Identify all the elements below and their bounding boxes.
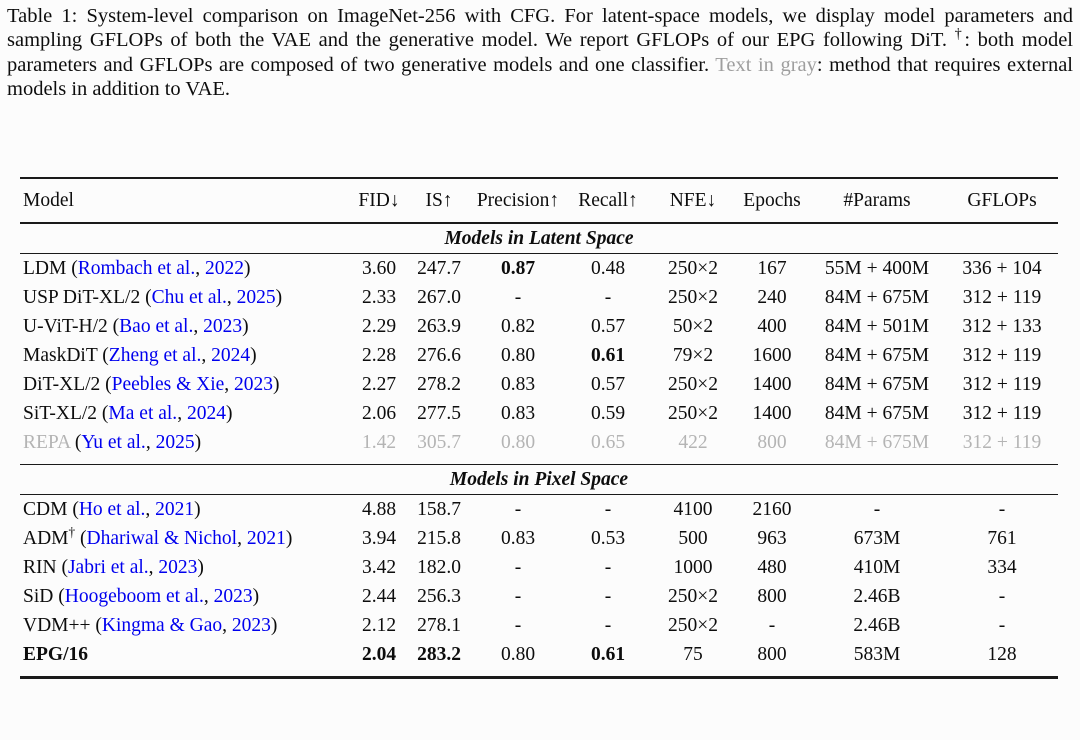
value-cell: 400: [757, 315, 787, 337]
model-name: U-ViT-H/2: [23, 315, 108, 337]
citation-year-link[interactable]: 2024: [211, 344, 251, 366]
value-cell: 0.57: [590, 373, 626, 395]
value-cell: 84M + 675M: [824, 431, 930, 453]
value-cell: -: [514, 614, 522, 636]
citation-link[interactable]: Hoogeboom et al.: [64, 585, 204, 607]
section-title: Models in Latent Space: [444, 227, 634, 249]
value-cell: 2.28: [361, 344, 397, 366]
model-cell: VDM++ (Kingma & Gao, 2023): [23, 614, 278, 636]
citation-link[interactable]: Dhariwal & Nichol: [86, 527, 238, 549]
citation-year-link[interactable]: 2021: [246, 527, 286, 549]
caption-text-1: Table 1: System-level comparison on ImageNet-256 with CFG. For latent-space models, we display model parameters and sampling GFLOPs of both the VAE and the generative model. We report GFLOPs of our EPG following DiT.: [7, 5, 1073, 52]
table-row: [20, 399, 1058, 428]
value-cell: 75: [683, 643, 703, 665]
model-cell: REPA (Yu et al., 2025): [23, 431, 202, 453]
value-cell: 1400: [752, 402, 792, 424]
value-cell: 84M + 675M: [824, 373, 930, 395]
value-cell: 4100: [673, 498, 713, 520]
citation-year-link[interactable]: 2023: [231, 614, 271, 636]
column-header-nfe: NFE↓: [669, 189, 717, 211]
model-name: LDM: [23, 257, 67, 279]
value-cell: 55M + 400M: [824, 257, 930, 279]
citation-link[interactable]: Jabri et al.: [67, 556, 149, 578]
value-cell: 84M + 501M: [824, 315, 930, 337]
table-row: [20, 341, 1058, 370]
citation-year-link[interactable]: 2023: [234, 373, 274, 395]
value-cell: 2.46B: [853, 585, 901, 607]
value-cell: 250×2: [668, 614, 718, 636]
value-cell: 2160: [752, 498, 792, 520]
citation-year-link[interactable]: 2023: [158, 556, 198, 578]
value-cell: 2.06: [361, 402, 397, 424]
value-cell: 283.2: [417, 643, 461, 665]
dagger-symbol: †: [68, 524, 76, 539]
value-cell: 250×2: [668, 402, 718, 424]
value-cell: -: [604, 556, 612, 578]
caption-text-2: : both model parameters and GFLOPs are composed of two generative models and one classifier.: [7, 29, 1073, 76]
column-header-precision: Precision↑: [476, 189, 560, 211]
value-cell: 128: [987, 643, 1017, 665]
value-cell: 1000: [673, 556, 713, 578]
value-cell: -: [998, 614, 1006, 636]
model-cell: DiT-XL/2 (Peebles & Xie, 2023): [23, 373, 280, 395]
value-cell: 800: [757, 431, 787, 453]
value-cell: 0.61: [590, 344, 626, 366]
table-row: [20, 524, 1058, 553]
value-cell: 278.2: [417, 373, 461, 395]
table-row: [20, 254, 1058, 284]
value-cell: 84M + 675M: [824, 402, 930, 424]
value-cell: 182.0: [417, 556, 461, 578]
value-cell: 276.6: [417, 344, 461, 366]
value-cell: 0.57: [590, 315, 626, 337]
section-title: Models in Pixel Space: [449, 468, 629, 490]
citation-link[interactable]: Ho et al.: [78, 498, 146, 520]
value-cell: 305.7: [417, 431, 461, 453]
value-cell: 3.60: [361, 257, 397, 279]
citation-link[interactable]: Peebles & Xie: [111, 373, 225, 395]
value-cell: 1.42: [361, 431, 397, 453]
table-row: [20, 370, 1058, 399]
citation-link[interactable]: Chu et al.: [151, 286, 227, 308]
value-cell: 0.80: [500, 344, 536, 366]
model-cell: LDM (Rombach et al., 2022): [23, 257, 251, 279]
model-name: SiD: [23, 585, 54, 607]
column-header-epochs: Epochs: [743, 189, 801, 211]
citation-link[interactable]: Kingma & Gao: [101, 614, 223, 636]
value-cell: 2.12: [361, 614, 397, 636]
caption-text-3: : method that requires external models in addition to VAE.: [7, 53, 1073, 101]
model-cell: USP DiT-XL/2 (Chu et al., 2025): [23, 286, 283, 308]
value-cell: -: [998, 498, 1006, 520]
table-row: [20, 283, 1058, 312]
value-cell: 0.59: [590, 402, 626, 424]
citation-link[interactable]: Yu et al.: [81, 431, 146, 453]
value-cell: -: [514, 286, 522, 308]
value-cell: 0.61: [590, 643, 626, 665]
value-cell: 2.29: [361, 315, 397, 337]
value-cell: -: [514, 585, 522, 607]
value-cell: 0.82: [500, 315, 536, 337]
comparison-table: [20, 177, 1058, 679]
table-section: [20, 465, 1058, 678]
value-cell: 250×2: [668, 257, 718, 279]
value-cell: 0.83: [500, 527, 536, 549]
model-name: CDM: [23, 498, 68, 520]
model-name: DiT-XL/2: [23, 373, 101, 395]
value-cell: 422: [678, 431, 708, 453]
value-cell: 250×2: [668, 286, 718, 308]
value-cell: 4.88: [361, 498, 397, 520]
value-cell: 2.33: [361, 286, 397, 308]
value-cell: 761: [987, 527, 1017, 549]
value-cell: -: [604, 498, 612, 520]
table-section: [20, 223, 1058, 465]
section-header-row: [20, 465, 1058, 495]
model-name: MaskDiT: [23, 344, 98, 366]
citation-link[interactable]: Ma et al.: [108, 402, 178, 424]
citation-year-link[interactable]: 2024: [186, 402, 226, 424]
table-caption: [7, 4, 1073, 102]
value-cell: 2.44: [361, 585, 397, 607]
value-cell: 167: [757, 257, 787, 279]
value-cell: 0.80: [500, 431, 536, 453]
model-name: VDM++: [23, 614, 91, 636]
table-row: [20, 428, 1058, 465]
value-cell: 963: [757, 527, 787, 549]
value-cell: 500: [678, 527, 708, 549]
value-cell: -: [514, 556, 522, 578]
model-cell: CDM (Ho et al., 2021): [23, 498, 201, 520]
value-cell: 3.42: [361, 556, 397, 578]
value-cell: 0.87: [500, 257, 536, 279]
column-header-gflops: GFLOPs: [967, 189, 1037, 211]
value-cell: 247.7: [417, 257, 461, 279]
value-cell: 256.3: [417, 585, 461, 607]
model-cell: ADM† (Dhariwal & Nichol, 2021): [23, 524, 293, 549]
table-row: [20, 640, 1058, 678]
value-cell: -: [604, 614, 612, 636]
comparison-table-wrap: [20, 177, 1058, 679]
value-cell: 583M: [853, 643, 901, 665]
model-cell: SiT-XL/2 (Ma et al., 2024): [23, 402, 233, 424]
value-cell: 0.53: [590, 527, 626, 549]
model-cell: [20, 640, 350, 678]
value-cell: -: [604, 585, 612, 607]
value-cell: 0.65: [590, 431, 626, 453]
caption-gray-phrase: Text in gray: [715, 53, 817, 76]
value-cell: 312 + 119: [962, 431, 1042, 453]
value-cell: 0.83: [500, 373, 536, 395]
citation-year-link[interactable]: 2025: [236, 286, 276, 308]
table-row: [20, 553, 1058, 582]
model-name: REPA: [23, 431, 70, 453]
table-row: [20, 312, 1058, 341]
value-cell: -: [768, 614, 776, 636]
value-cell: 1600: [752, 344, 792, 366]
value-cell: -: [998, 585, 1006, 607]
value-cell: 250×2: [668, 585, 718, 607]
value-cell: 410M: [853, 556, 901, 578]
value-cell: 2.46B: [853, 614, 901, 636]
column-header-model: Model: [23, 189, 74, 211]
value-cell: 158.7: [417, 498, 461, 520]
value-cell: 312 + 119: [962, 344, 1042, 366]
value-cell: 2.04: [361, 643, 397, 665]
value-cell: 50×2: [672, 315, 714, 337]
value-cell: 0.83: [500, 402, 536, 424]
value-cell: 800: [757, 585, 787, 607]
citation-link[interactable]: Zheng et al.: [108, 344, 202, 366]
value-cell: 480: [757, 556, 787, 578]
value-cell: 79×2: [672, 344, 714, 366]
value-cell: 312 + 119: [962, 286, 1042, 308]
model-name: RIN: [23, 556, 57, 578]
value-cell: 334: [987, 556, 1017, 578]
column-header-is: IS↑: [425, 189, 453, 211]
value-cell: 278.1: [417, 614, 461, 636]
value-cell: 250×2: [668, 373, 718, 395]
value-cell: 312 + 119: [962, 402, 1042, 424]
citation-year-link[interactable]: 2021: [155, 498, 195, 520]
model-name: EPG/16: [23, 643, 89, 665]
column-header-fid: FID↓: [358, 189, 400, 211]
value-cell: 800: [757, 643, 787, 665]
value-cell: 267.0: [417, 286, 461, 308]
value-cell: 240: [757, 286, 787, 308]
value-cell: 1400: [752, 373, 792, 395]
value-cell: 312 + 133: [962, 315, 1042, 337]
model-name: ADM: [23, 527, 69, 549]
citation-year-link[interactable]: 2023: [213, 585, 253, 607]
citation-year-link[interactable]: 2025: [155, 431, 195, 453]
model-cell: SiD (Hoogeboom et al., 2023): [23, 585, 260, 607]
value-cell: 673M: [853, 527, 901, 549]
value-cell: 84M + 675M: [824, 286, 930, 308]
table-row: [20, 495, 1058, 525]
value-cell: 0.80: [500, 643, 536, 665]
section-header-row: [20, 223, 1058, 254]
value-cell: 312 + 119: [962, 373, 1042, 395]
citation-link[interactable]: Rombach et al.: [77, 257, 196, 279]
value-cell: 336 + 104: [962, 257, 1042, 279]
value-cell: 277.5: [417, 402, 461, 424]
value-cell: 215.8: [417, 527, 461, 549]
value-cell: -: [604, 286, 612, 308]
citation-year-link[interactable]: 2022: [204, 257, 244, 279]
header-row: [20, 178, 1058, 223]
value-cell: 3.94: [361, 527, 397, 549]
value-cell: -: [873, 498, 881, 520]
value-cell: 263.9: [417, 315, 461, 337]
value-cell: 2.27: [361, 373, 397, 395]
column-header-recall: Recall↑: [578, 189, 638, 211]
citation-year-link[interactable]: 2023: [203, 315, 243, 337]
model-cell: U-ViT-H/2 (Bao et al., 2023): [23, 315, 249, 337]
value-cell: 84M + 675M: [824, 344, 930, 366]
model-name: SiT-XL/2: [23, 402, 98, 424]
value-cell: 0.48: [590, 257, 626, 279]
model-name: USP DiT-XL/2: [23, 286, 141, 308]
model-cell: RIN (Jabri et al., 2023): [23, 556, 204, 578]
table-row: [20, 611, 1058, 640]
table-row: [20, 582, 1058, 611]
dagger-symbol: †: [954, 26, 965, 43]
column-header-params: #Params: [843, 189, 911, 211]
value-cell: -: [514, 498, 522, 520]
citation-link[interactable]: Bao et al.: [119, 315, 194, 337]
model-cell: MaskDiT (Zheng et al., 2024): [23, 344, 257, 366]
